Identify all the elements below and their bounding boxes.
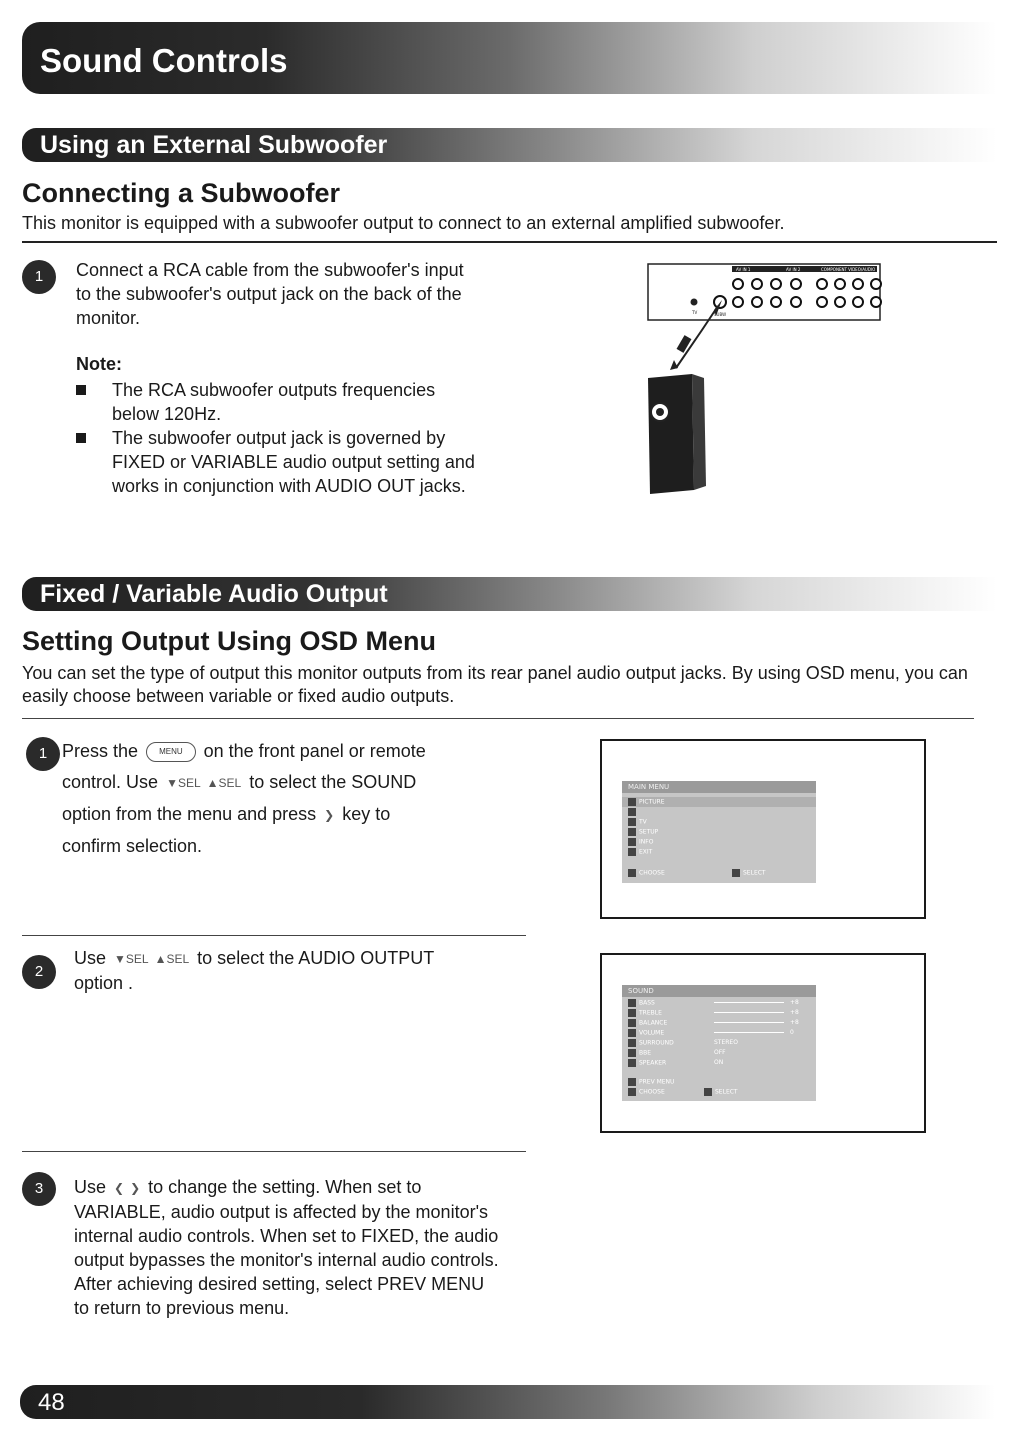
choose-icon bbox=[628, 1088, 636, 1096]
sel-down-button-icon: ▼SEL bbox=[114, 952, 149, 967]
bullet-icon bbox=[76, 433, 86, 443]
note-item bbox=[76, 426, 486, 498]
osd-item: VOLUME bbox=[628, 1029, 664, 1037]
step-text bbox=[74, 946, 514, 995]
bass-slider bbox=[714, 1002, 784, 1003]
step-text: Connect a RCA cable from the subwoofer's input to the subwoofer's output jack on the back of the monitor. bbox=[76, 260, 464, 328]
osd-value: +8 bbox=[790, 999, 799, 1006]
left-arrow-key-icon: ❮ bbox=[114, 1181, 125, 1196]
osd-value: +8 bbox=[790, 1019, 799, 1026]
prev-menu-icon bbox=[628, 1078, 636, 1086]
right-arrow-key-icon: ❯ bbox=[324, 807, 335, 822]
volume-slider bbox=[714, 1032, 784, 1033]
step-text-part: option from the menu and press bbox=[62, 803, 317, 824]
osd-item: SURROUND bbox=[628, 1039, 674, 1047]
page-number: 48 bbox=[38, 1389, 65, 1416]
osd-title: SOUND bbox=[622, 985, 816, 997]
divider bbox=[22, 1151, 526, 1152]
rear-panel-diagram bbox=[636, 260, 886, 500]
speaker-icon bbox=[628, 1059, 636, 1067]
osd-value: 0 bbox=[790, 1029, 794, 1036]
osd-item: BASS bbox=[628, 999, 655, 1007]
step-text-part: to select the SOUND bbox=[249, 772, 417, 792]
step-text-part: to change the setting. When set to bbox=[148, 1177, 422, 1197]
osd-value: +8 bbox=[790, 1009, 799, 1016]
section-bar-label: Fixed / Variable Audio Output bbox=[40, 580, 388, 608]
bbe-icon bbox=[628, 1049, 636, 1057]
subwoofer-connection-illustration bbox=[636, 260, 886, 500]
step-text-part: to select the AUDIO OUTPUT bbox=[197, 948, 435, 968]
sel-up-button-icon: ▲SEL bbox=[154, 952, 190, 967]
rear-label-tv: TV bbox=[692, 310, 698, 315]
section-intro: You can set the type of output this monitor outputs from its rear panel audio output jacks. By using OSD menu, you can easily choose between variable or fixed audio outputs. bbox=[22, 663, 968, 706]
divider bbox=[22, 241, 997, 243]
section-bar-audio-output bbox=[22, 577, 997, 611]
step-text bbox=[74, 1175, 504, 1320]
step-text bbox=[62, 736, 522, 862]
step-text-part: Press the bbox=[62, 741, 139, 761]
step-text-part: VARIABLE, audio output is affected by the monitor's internal audio controls. When set to FIXED, the audio output bypasses the monitor's internal audio controls. After achieving desired setting, select PREV MENU to return to previous menu. bbox=[74, 1202, 499, 1319]
osd-item: SPEAKER bbox=[628, 1059, 666, 1067]
rear-label-component: COMPONENT VIDEO/AUDIO bbox=[821, 267, 876, 272]
rear-label-av1: AV IN 1 bbox=[736, 267, 751, 272]
picture-icon bbox=[628, 798, 636, 806]
osd-title: MAIN MENU bbox=[622, 781, 816, 793]
balance-icon bbox=[628, 1019, 636, 1027]
osd-item: INFO bbox=[628, 838, 653, 846]
divider bbox=[22, 935, 526, 936]
bullet-icon bbox=[76, 385, 86, 395]
section-heading: Connecting a Subwoofer bbox=[22, 178, 341, 208]
osd-item: BALANCE bbox=[628, 1019, 667, 1027]
menu-button-icon: MENU bbox=[146, 742, 196, 762]
note-label: Note: bbox=[76, 354, 122, 374]
osd-footer-select: SELECT bbox=[732, 869, 766, 877]
step-number: 2 bbox=[22, 955, 56, 989]
page-title: Sound Controls bbox=[40, 42, 288, 79]
osd-item: TV bbox=[628, 818, 647, 826]
treble-icon bbox=[628, 1009, 636, 1017]
rear-label-av2: AV IN 2 bbox=[786, 267, 801, 272]
step-text-part: confirm selection. bbox=[62, 835, 203, 856]
note-item bbox=[76, 378, 476, 426]
osd-item bbox=[628, 808, 639, 816]
osd-value: ON bbox=[714, 1059, 724, 1066]
step-number: 1 bbox=[26, 737, 60, 771]
osd-item: PICTURE bbox=[628, 798, 665, 806]
note-text: The RCA subwoofer outputs frequencies below 120Hz. bbox=[112, 380, 436, 424]
section-bar-label: Using an External Subwoofer bbox=[40, 131, 388, 159]
osd-main-menu-screen bbox=[600, 739, 926, 919]
setup-icon bbox=[628, 828, 636, 836]
osd-item: BBE bbox=[628, 1049, 651, 1057]
select-icon bbox=[704, 1088, 712, 1096]
step-text-part: Use bbox=[74, 948, 107, 968]
sound-icon bbox=[628, 808, 636, 816]
select-icon bbox=[732, 869, 740, 877]
page-footer-bar bbox=[20, 1385, 995, 1419]
surround-icon bbox=[628, 1039, 636, 1047]
osd-sound-menu bbox=[622, 985, 816, 1101]
page-title-bar bbox=[22, 22, 997, 94]
info-icon bbox=[628, 838, 636, 846]
section-bar-subwoofer bbox=[22, 128, 997, 162]
sel-down-button-icon: ▼SEL bbox=[166, 775, 201, 790]
balance-slider bbox=[714, 1022, 784, 1023]
osd-sound-menu-screen bbox=[600, 953, 926, 1133]
exit-icon bbox=[628, 848, 636, 856]
step-number: 3 bbox=[22, 1172, 56, 1206]
choose-icon bbox=[628, 869, 636, 877]
osd-footer-select: SELECT bbox=[704, 1088, 738, 1096]
osd-item: EXIT bbox=[628, 848, 652, 856]
tv-icon bbox=[628, 818, 636, 826]
osd-item: PREV MENU bbox=[628, 1078, 674, 1086]
divider bbox=[22, 718, 974, 719]
step-text-part: option . bbox=[74, 973, 134, 994]
osd-item: TREBLE bbox=[628, 1009, 662, 1017]
sel-up-button-icon: ▲SEL bbox=[206, 775, 242, 790]
step-number: 1 bbox=[22, 260, 56, 294]
step-text-part: key to bbox=[342, 803, 391, 824]
treble-slider bbox=[714, 1012, 784, 1013]
right-arrow-key-icon: ❯ bbox=[130, 1181, 141, 1196]
rear-label-subw: SUBW bbox=[714, 312, 727, 317]
volume-icon bbox=[628, 1029, 636, 1037]
osd-footer-choose: CHOOSE bbox=[628, 869, 665, 877]
section-heading: Setting Output Using OSD Menu bbox=[22, 626, 436, 656]
step-text-part: on the front panel or remote bbox=[203, 741, 426, 761]
note-text: The subwoofer output jack is governed by FIXED or VARIABLE audio output setting and works in conjunction with AUDIO OUT jacks. bbox=[112, 428, 475, 496]
osd-main-menu bbox=[622, 781, 816, 883]
osd-item: SETUP bbox=[628, 828, 658, 836]
section-intro: This monitor is equipped with a subwoofer output to connect to an external amplified subwoofer. bbox=[22, 213, 785, 233]
osd-footer-choose: CHOOSE bbox=[628, 1088, 665, 1096]
step-text-part: control. Use bbox=[62, 772, 159, 792]
osd-value: STEREO bbox=[714, 1039, 738, 1046]
step-text-part: Use bbox=[74, 1177, 107, 1197]
osd-value: OFF bbox=[714, 1049, 726, 1056]
bass-icon bbox=[628, 999, 636, 1007]
